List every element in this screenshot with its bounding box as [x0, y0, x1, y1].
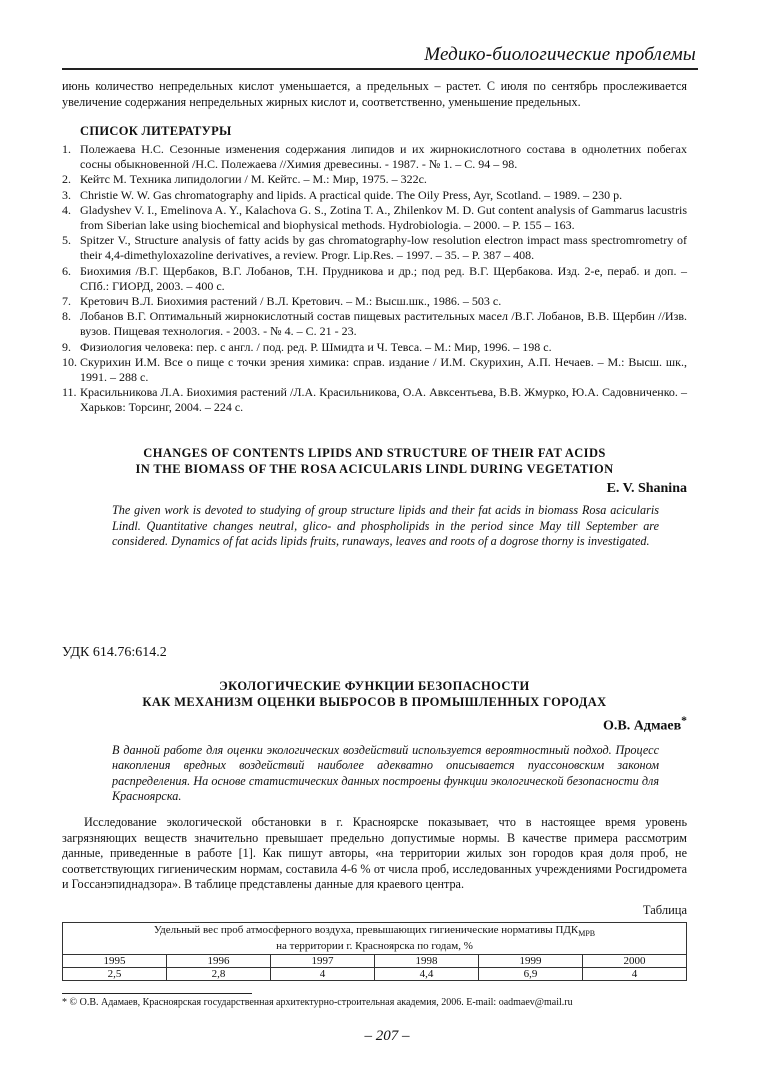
reference-number: 7. — [62, 294, 71, 309]
table-caption-text: Удельный вес проб атмосферного воздуха, превышающих гигиенические нормативы ПДК — [153, 924, 579, 936]
table-caption-row — [63, 923, 687, 955]
article2-title-line2: КАК МЕХАНИЗМ ОЦЕНКИ ВЫБРОСОВ В ПРОМЫШЛЕННЫХ ГОРОДАХ — [142, 695, 607, 709]
table-label: Таблица — [642, 903, 687, 917]
reference-number: 11. — [62, 385, 77, 400]
reference-number: 4. — [62, 202, 71, 217]
english-abstract: The given work is devoted to studying of group structure lipids and their fat acids in biomass Rosa acicularis Lindl. Quantitative changes neutral, glico- and phospholipids in the period since May till September are considered. Dynamics of fat acids lipids fruits, runaways, leaves and roots of a dogrose thorny is investigated. — [112, 503, 659, 549]
reference-number: 3. — [62, 187, 71, 202]
reference-text: Полежаева Н.С. Сезонные изменения содержания липидов и их жирнокислотного состава в однолетних побегах сосны обыкновенной /Н.С. Полежаева //Химия древесины. - 1987. - № 1. – С. 94 – 98. — [80, 142, 687, 172]
reference-text: Красильникова Л.А. Биохимия растений /Л.А. Красильникова, О.А. Авксентьева, В.В. Жмурко, Ю.А. Садовниченко. – Харьков: Торсинг, 2004. – 224 с. — [80, 385, 687, 415]
table-value-cell: 6,9 — [479, 968, 583, 981]
table-year-cell: 1997 — [271, 955, 375, 968]
english-author: E. V. Shanina — [606, 481, 687, 496]
intro-paragraph-block — [62, 79, 687, 110]
reference-item — [62, 355, 687, 385]
reference-item — [62, 264, 687, 294]
references-title: СПИСОК ЛИТЕРАТУРЫ — [80, 124, 232, 138]
intro-paragraph: июнь количество непредельных кислот уменьшается, а предельных – растет. С июля по сентябрь прослеживается увеличение содержания непредельных жирных кислот и, соответственно, уменьшение предельных. — [62, 79, 687, 109]
reference-item — [62, 309, 687, 339]
english-article-section — [62, 445, 687, 550]
table-caption — [63, 923, 687, 955]
reference-item — [62, 203, 687, 233]
reference-number: 8. — [62, 309, 71, 324]
table-year-cell: 1996 — [167, 955, 271, 968]
running-header — [62, 40, 698, 70]
data-table — [62, 922, 687, 981]
reference-item — [62, 172, 687, 187]
reference-text: Физиология человека: пер. с англ. / под. ред. Р. Шмидта и Ч. Тевса. – М.: Мир, 1996. – 198 с. — [80, 339, 552, 354]
reference-text: Кретович В.Л. Биохимия растений / В.Л. Кретович. – М.: Высш.шк., 1986. – 503 с. — [80, 294, 502, 309]
reference-number: 10. — [62, 354, 77, 369]
table-value-cell: 2,5 — [63, 968, 167, 981]
article2-author-name: О.В. Адмаев — [603, 718, 682, 734]
english-title-line1: CHANGES OF CONTENTS LIPIDS AND STRUCTURE OF THEIR FAT ACIDS — [143, 446, 606, 460]
table-year-cell: 2000 — [583, 955, 687, 968]
reference-number: 9. — [62, 339, 71, 354]
article2-body: Исследование экологической обстановки в г. Красноярске показывает, что в настоящее время уровень загрязняющих веществ значительно превышает предельно допустимые нормы. В качестве примера рассмотрим данные, приведенные в работе [1]. Как пишут авторы, «на территории жилых зон городов края доля проб, не соответствующих гигиеническим нормам, составила 4-6 % от числа проб, исследованных учреждениями Росгидромета и Госсанэпиднадзора». В таблице представлены данные для краевого центра. — [62, 815, 687, 892]
reference-number: 6. — [62, 263, 71, 278]
reference-text: Spitzer V., Structure analysis of fatty acids by gas chromatography-low resolution electron impact mass spectromrometry of their 4,4-dimethyloxazoline derivatives, a review. Progr. Lip.Res. – 1997. – 35. – P. 387 – 408. — [80, 233, 687, 263]
reference-text: Christie W. W. Gas chromatography and lipids. A practical quide. The Oily Press, Ayr, Scotland. – 1989. – 230 p. — [80, 187, 623, 202]
reference-number: 5. — [62, 233, 71, 248]
header-title: Медико-биологические проблемы — [424, 44, 696, 65]
references-section — [62, 124, 687, 416]
footnote-rule — [62, 993, 252, 994]
reference-item — [62, 188, 687, 203]
reference-text: Gladyshev V. I., Emelinova A. Y., Kalachova G. S., Zotina T. A., Zhilenkov M. D. Gut content analysis of Gammarus lacustris from Siberian lake using biochemical and biophysical methods. Hydrobiologia. – 2000. – P. 155 – 163. — [80, 202, 687, 233]
reference-item — [62, 340, 687, 355]
reference-text: Лобанов В.Г. Оптимальный жирнокислотный состав пищевых растительных масел /В.Г. Лобанов, В.В. Щербин //Изв. вузов. Пищевая технология. - 2003. - № 4. – С. 21 - 23. — [80, 309, 687, 339]
udk-block — [62, 645, 687, 661]
udk-code: УДК 614.76:614.2 — [62, 645, 167, 660]
table-values-row — [63, 968, 687, 981]
reference-text: Кейтс М. Техника липидологии / М. Кейтс. – М.: Мир, 1975. – 322с. — [80, 172, 427, 187]
reference-item — [62, 294, 687, 309]
table-value-cell: 4 — [583, 968, 687, 981]
table-caption-text-2: на территории г. Красноярска по годам, % — [276, 940, 473, 953]
author-footnote-mark: * — [681, 714, 687, 727]
reference-item — [62, 142, 687, 172]
table-years-row — [63, 955, 687, 968]
article2-abstract: В данной работе для оценки экологических воздействий используется вероятностный подход. Процесс накопления вредных воздействий наиболее адекватно описывается пуассоновским законом распределения. На основе статистических данных построены функции экологической безопасности для Красноярска. — [112, 742, 659, 804]
table-caption-sub: МРВ — [578, 929, 596, 939]
english-title-line2: IN THE BIOMASS OF THE ROSA ACICULARIS LINDL DURING VEGETATION — [135, 462, 614, 476]
references-list — [62, 142, 687, 416]
reference-item — [62, 233, 687, 263]
table-year-cell: 1999 — [479, 955, 583, 968]
table-value-cell: 2,8 — [167, 968, 271, 981]
table-year-cell: 1995 — [63, 955, 167, 968]
reference-text: Скурихин И.М. Все о пище с точки зрения химика: справ. издание / И.М. Скурихин, А.П. Нечаев. – М.: Высш. шк., 1991. – 288 с. — [80, 354, 687, 385]
reference-number: 2. — [62, 172, 71, 187]
reference-number: 1. — [62, 142, 71, 156]
table-value-cell: 4,4 — [375, 968, 479, 981]
article2-section — [62, 678, 687, 981]
reference-item — [62, 385, 687, 415]
reference-text: Биохимия /В.Г. Щербаков, В.Г. Лобанов, Т.Н. Прудникова и др.; под ред. В.Г. Щербакова. Изд. 2-е, пераб. и доп. – СПб.: ГИОРД, 2003. – 400 с. — [80, 263, 687, 293]
footnote: * © О.В. Адамаев, Красноярская государственная архитектурно-строительная академия, 2006. E-mail: oadmaev@mail.ru — [62, 997, 573, 1008]
article2-title-line1: ЭКОЛОГИЧЕСКИЕ ФУНКЦИИ БЕЗОПАСНОСТИ — [219, 679, 530, 693]
table-year-cell: 1998 — [375, 955, 479, 968]
page-number: – 207 – — [364, 1028, 410, 1044]
article2-author — [62, 714, 687, 735]
table-value-cell: 4 — [271, 968, 375, 981]
